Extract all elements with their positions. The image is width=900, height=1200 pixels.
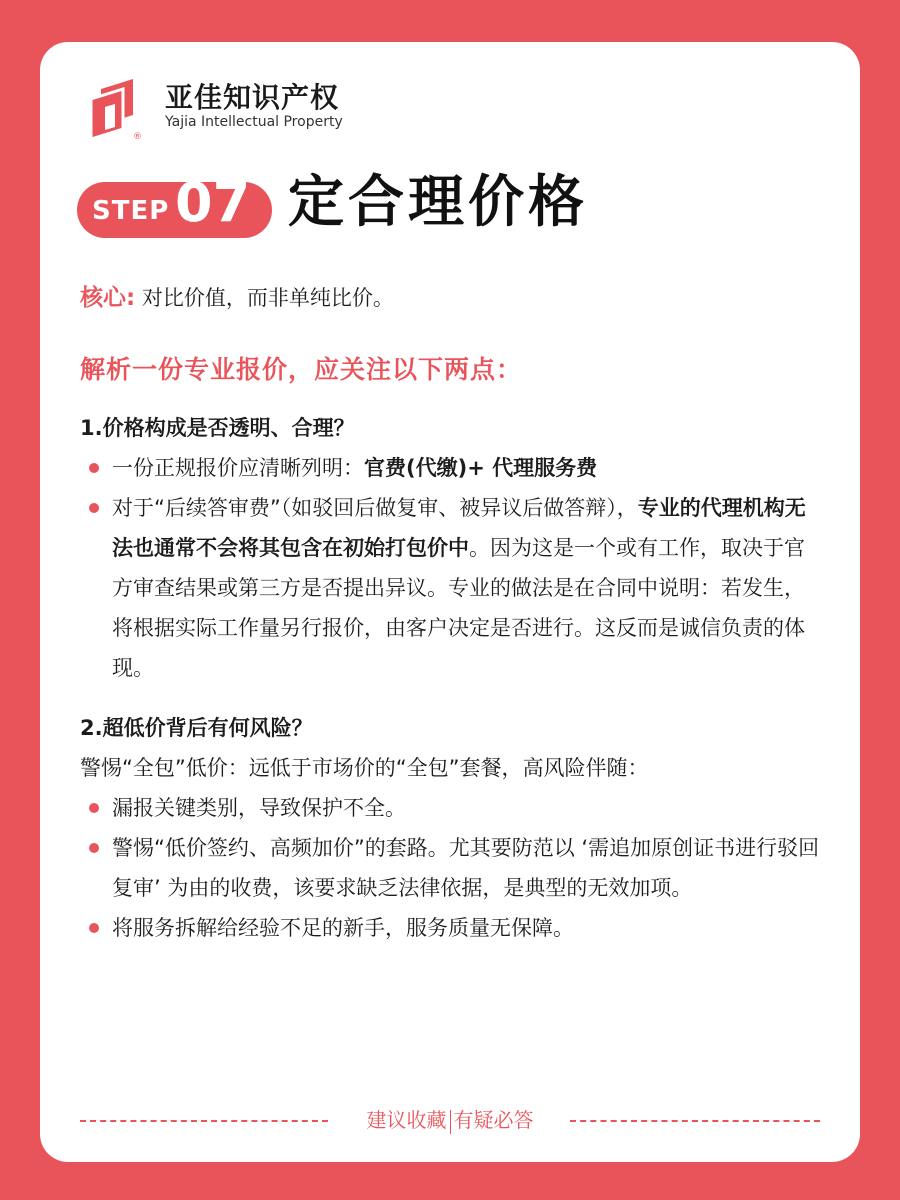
footer-divider-left xyxy=(80,1120,328,1122)
list-item xyxy=(80,788,824,828)
question-1-heading: 1.价格构成是否透明、合理？ xyxy=(80,416,355,440)
q1-bullet2-bold: 专业的代理机构无法也通常不会将其包含在初始打包价中 xyxy=(112,496,806,560)
list-item xyxy=(80,908,824,948)
page-title: 定合理价格 xyxy=(288,170,588,235)
footer-tagline xyxy=(340,1104,560,1136)
core-line xyxy=(80,280,394,316)
footer-save-text: 建议收藏 xyxy=(366,1108,447,1132)
bullet-dot-icon xyxy=(89,843,99,853)
footer-separator xyxy=(450,1110,451,1134)
q2-bullet1-text: 漏报关键类别，导致保护不全。 xyxy=(112,796,406,820)
brand-name-cn: 亚佳知识产权 xyxy=(165,81,340,114)
content-card xyxy=(40,42,860,1162)
registered-mark: ® xyxy=(133,132,142,141)
main-content xyxy=(80,408,824,948)
section-subheading: 解析一份专业报价，应关注以下两点： xyxy=(80,355,523,384)
q2-bullet2-text: 警惕“低价签约、高频加价”的套路。尤其要防范以 ‘需追加原创证书进行驳回复审’ 为由的收费，该要求缺乏法律依据，是典型的无效加项。 xyxy=(112,836,820,900)
brand-name-en: Yajia Intellectual Property xyxy=(165,114,343,130)
list-item xyxy=(80,828,824,908)
q1-bullet1-text: 一份正规报价应清晰列明： xyxy=(112,456,364,480)
step-label: STEP xyxy=(92,196,170,226)
step-number: 07 xyxy=(175,171,251,234)
q1-bullet2-suffix: 。因为这是一个或有工作，取决于官方审查结果或第三方是否提出异议。专业的做法是在合同中说明：若发生，将根据实际工作量另行报价，由客户决定是否进行。这反而是诚信负责的体现。 xyxy=(112,536,805,680)
bullet-dot-icon xyxy=(89,803,99,813)
footer-ask-text: 有疑必答 xyxy=(453,1108,534,1132)
list-item xyxy=(80,448,824,488)
core-text: 对比价值，而非单纯比价。 xyxy=(141,286,394,310)
q1-bullet2-text: 对于“后续答审费”（如驳回后做复审、被异议后做答辩）， xyxy=(112,496,638,520)
list-item xyxy=(80,488,824,688)
bullet-dot-icon xyxy=(89,463,99,473)
footer-divider-right xyxy=(570,1120,820,1122)
q2-intro: 警惕“全包”低价：远低于市场价的“全包”套餐，高风险伴随： xyxy=(80,756,649,780)
yajia-logo-icon xyxy=(85,77,155,141)
q2-bullet3-text: 将服务拆解给经验不足的新手，服务质量无保障。 xyxy=(112,916,574,940)
bullet-dot-icon xyxy=(89,923,99,933)
q1-bullet1-bold: 官费(代缴)+ 代理服务费 xyxy=(364,456,598,480)
bullet-dot-icon xyxy=(89,503,99,513)
core-label: 核心: xyxy=(80,285,136,311)
question-2-heading: 2.超低价背后有何风险？ xyxy=(80,716,313,740)
spacer xyxy=(80,688,824,708)
